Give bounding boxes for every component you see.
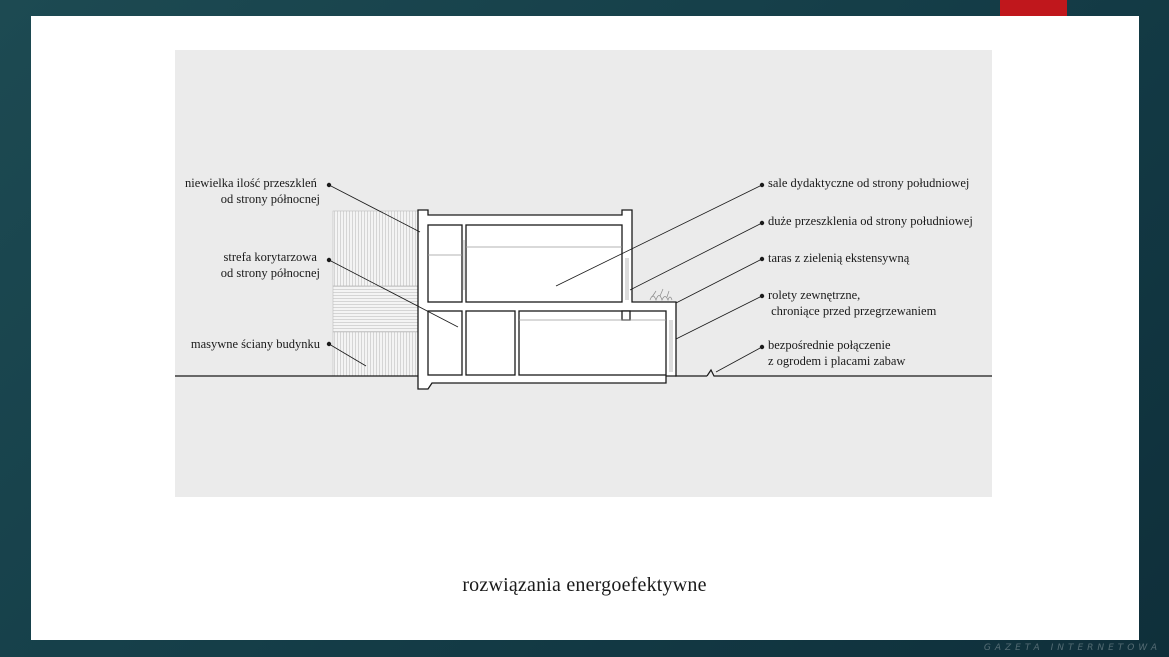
label-north-glazing: niewielka ilość przeszkleń od strony północnej (184, 176, 320, 206)
label-south-glazing: duże przeszklenia od strony południowej (768, 214, 973, 228)
label-green-terrace: taras z zielenią ekstensywną (768, 251, 910, 265)
label-south-classrooms: sale dydaktyczne od strony południowej (768, 176, 970, 190)
label-massive-walls: masywne ściany budynku (190, 337, 320, 351)
label-external-blinds: rolety zewnętrzne, chroniące przed przegrzewaniem (768, 288, 937, 318)
label-garden-connection: bezpośrednie połączenie z ogrodem i placami zabaw (768, 338, 906, 368)
hatched-elevation (333, 211, 418, 376)
label-corridor-zone: strefa korytarzowa od strony północnej (220, 250, 320, 280)
watermark: GAZETA INTERNETOWA (983, 643, 1161, 653)
slide-caption: rozwiązania energoefektywne (462, 574, 707, 596)
